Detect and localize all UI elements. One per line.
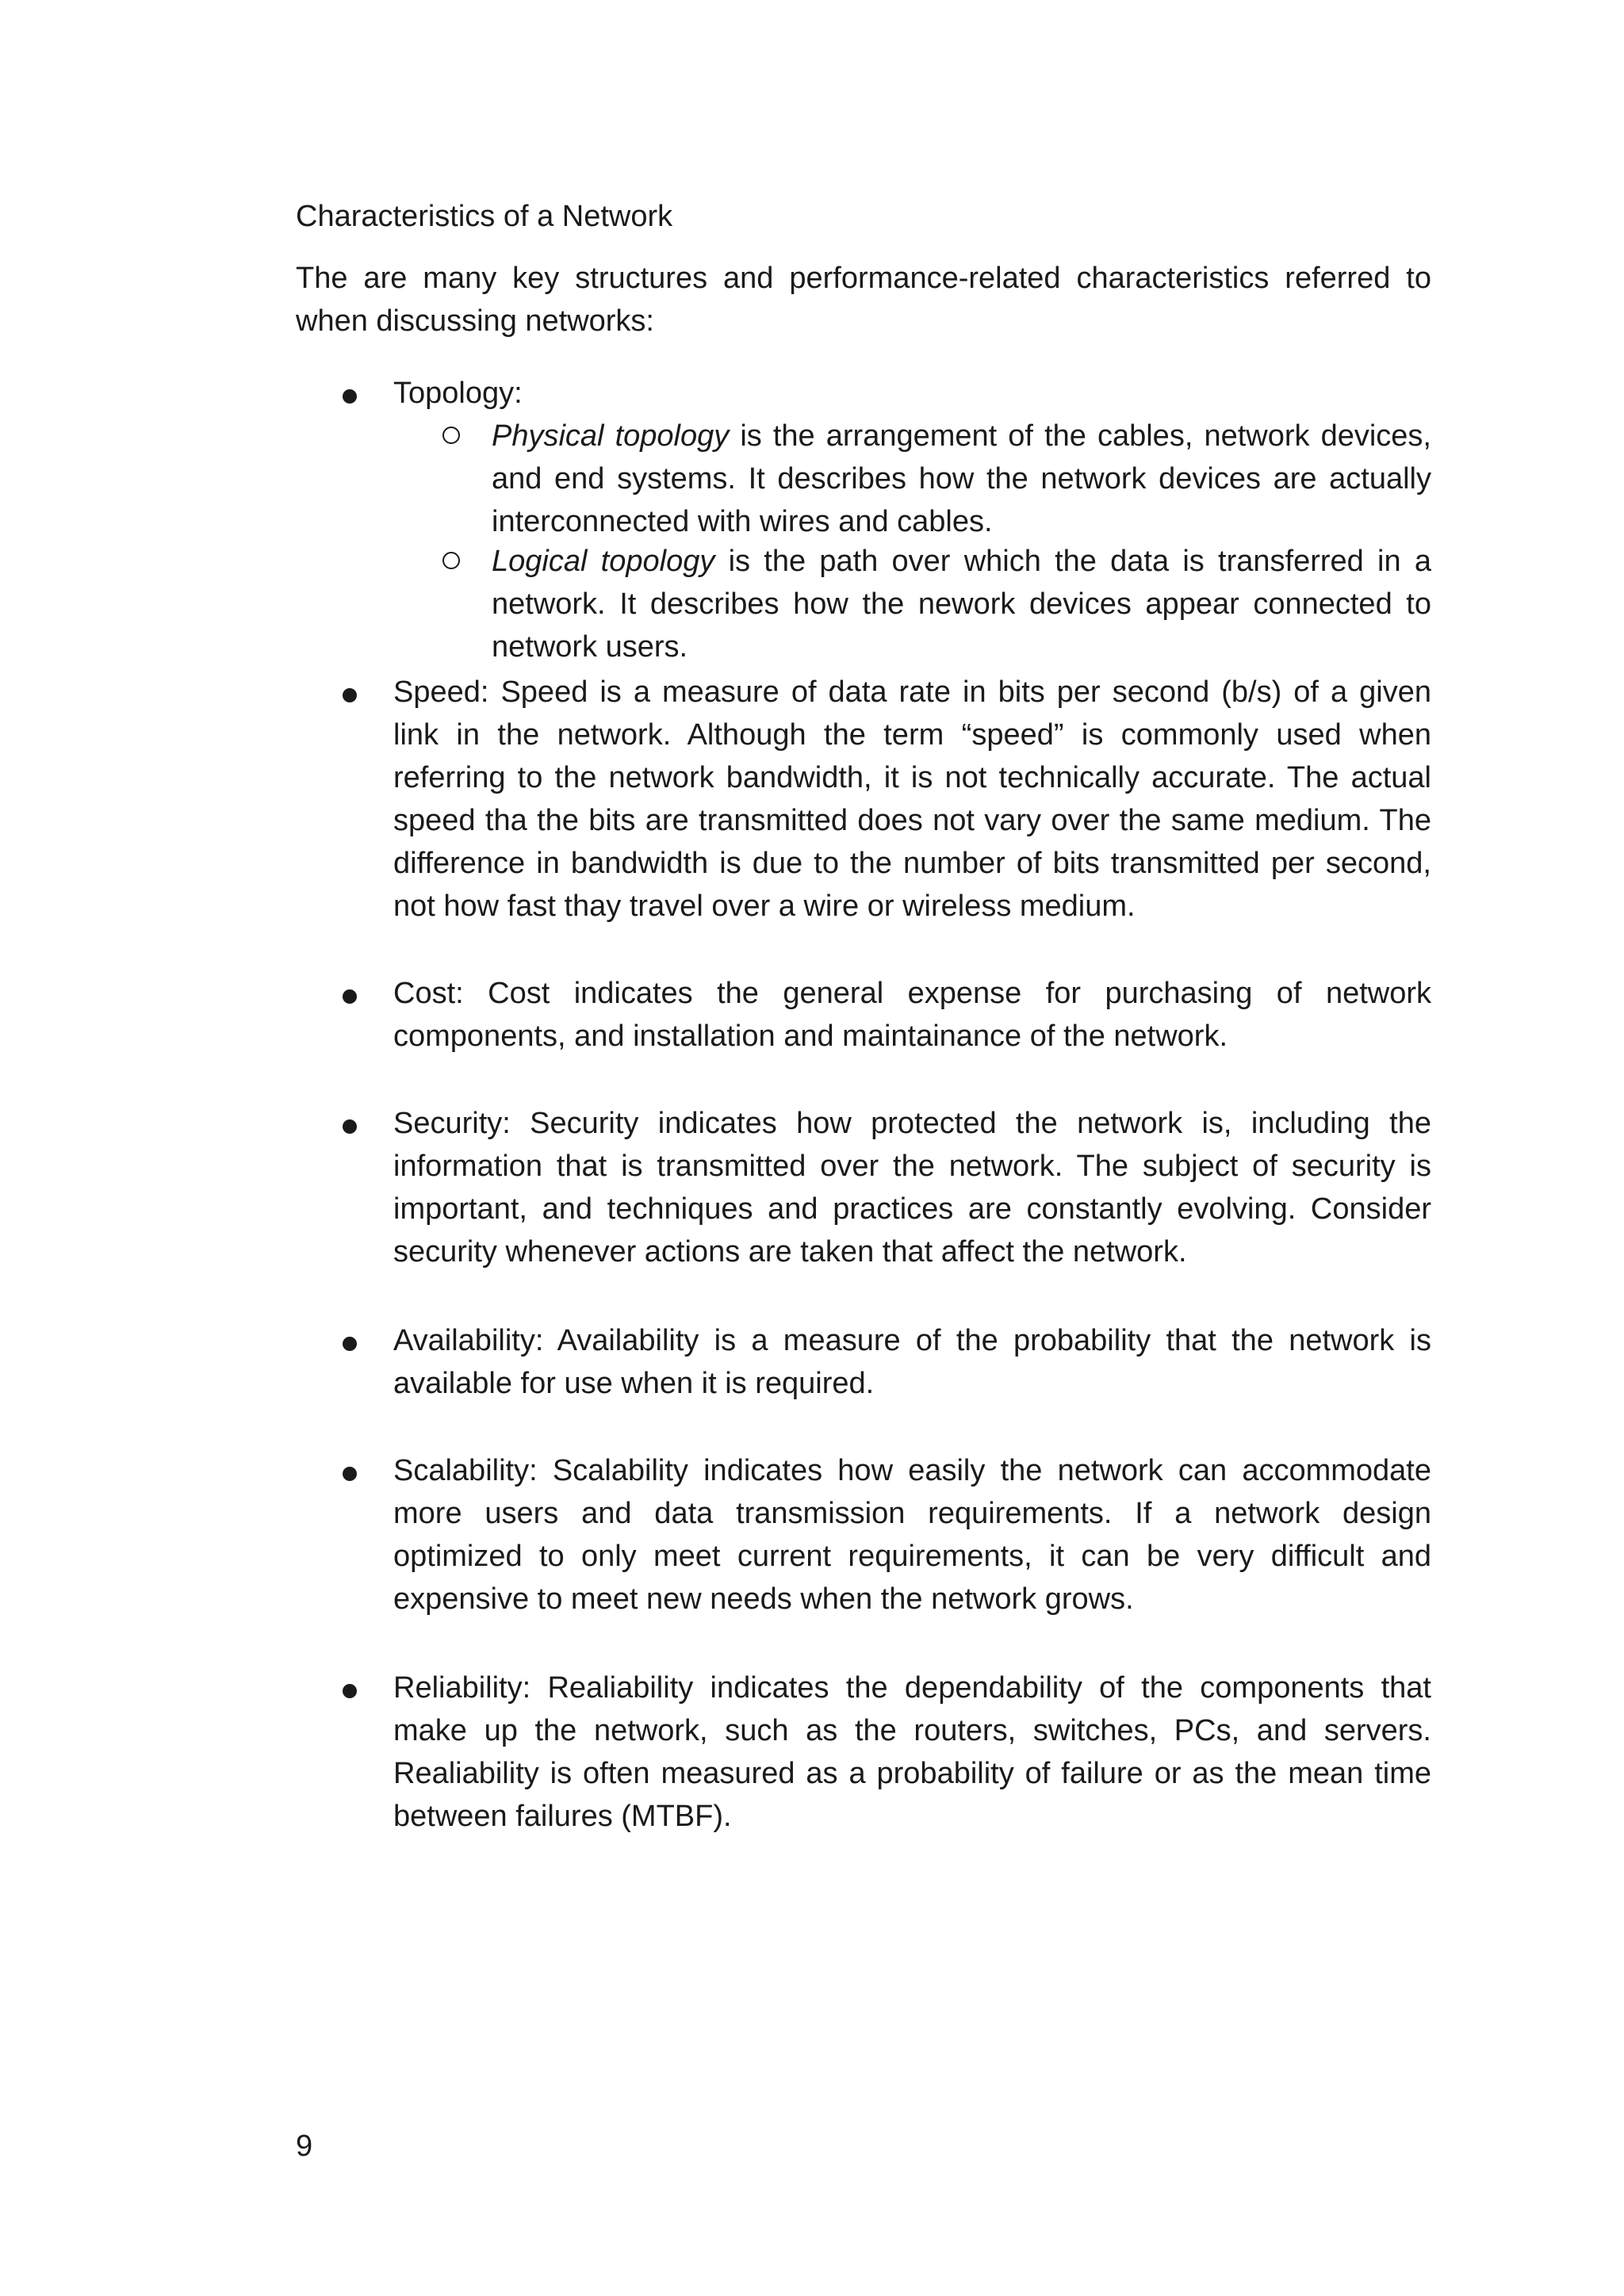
list-item-speed: Speed: Speed is a measure of data rate in bits per second (b/s) of a given link in the network. Although the term “speed” is commonly used when referring to the network bandwidth, it is not technically accurate. The actual speed tha the bits are transmitted does not vary over the same medium. The difference in bandwidth is due to the number of bits transmitted per second, not how fast thay travel over a wire or wireless medium. — [393, 675, 1431, 923]
list-item-scalability: Scalability: Scalability indicates how easily the network can accommodate more users and data transmission requirements. If a network design optimized to only meet current requirements, it can be very difficult and expensive to meet new needs when the network grows. — [393, 1454, 1431, 1616]
list-item-reliability: Reliability: Realiability indicates the dependability of the components that make up the network, such as the routers, switches, PCs, and servers. Realiability is often measured as a probability of failure or as the mean time between failures (MTBF). — [393, 1671, 1431, 1833]
term-logical-topology: Logical topology — [492, 545, 715, 578]
physical-topology-text: is the arrangement of the cables, network devices, and end systems. It describes how the network devices are actually interconnected with wires and cables. — [492, 419, 1431, 538]
bullet-icon — [343, 1467, 357, 1481]
circle-bullet-icon — [442, 552, 460, 569]
bullet-icon — [343, 1119, 357, 1134]
logical-topology-text: is the path over which the data is transferred in a network. It describes how the nework devices appear connected to network users. — [492, 545, 1431, 664]
list-item-cost: Cost: Cost indicates the general expense for purchasing of network components, and installation and maintainance of the network. — [393, 977, 1431, 1053]
list-item-availability: Availability: Availability is a measure of the probability that the network is available for use when it is required. — [393, 1324, 1431, 1400]
bullet-icon — [343, 389, 357, 404]
circle-bullet-icon — [442, 427, 460, 444]
bullet-icon — [343, 688, 357, 702]
term-physical-topology: Physical topology — [492, 419, 730, 453]
page-number: 9 — [296, 2130, 313, 2163]
intro-paragraph: The are many key structures and performance-related characteristics referred to when discussing networks: — [296, 262, 1431, 338]
list-item-security: Security: Security indicates how protected the network is, including the information that is transmitted over the network. The subject of security is important, and techniques and practices are constantly evolving. Consider security whenever actions are taken that affect the network. — [393, 1107, 1431, 1269]
sub-item-logical-topology — [492, 540, 1431, 668]
bullet-icon — [343, 1337, 357, 1351]
bullet-icon — [343, 989, 357, 1004]
sub-item-physical-topology — [492, 415, 1431, 543]
bullet-icon — [343, 1684, 357, 1698]
section-heading: Characteristics of a Network — [296, 200, 673, 233]
list-item-topology: Topology: — [393, 377, 523, 410]
